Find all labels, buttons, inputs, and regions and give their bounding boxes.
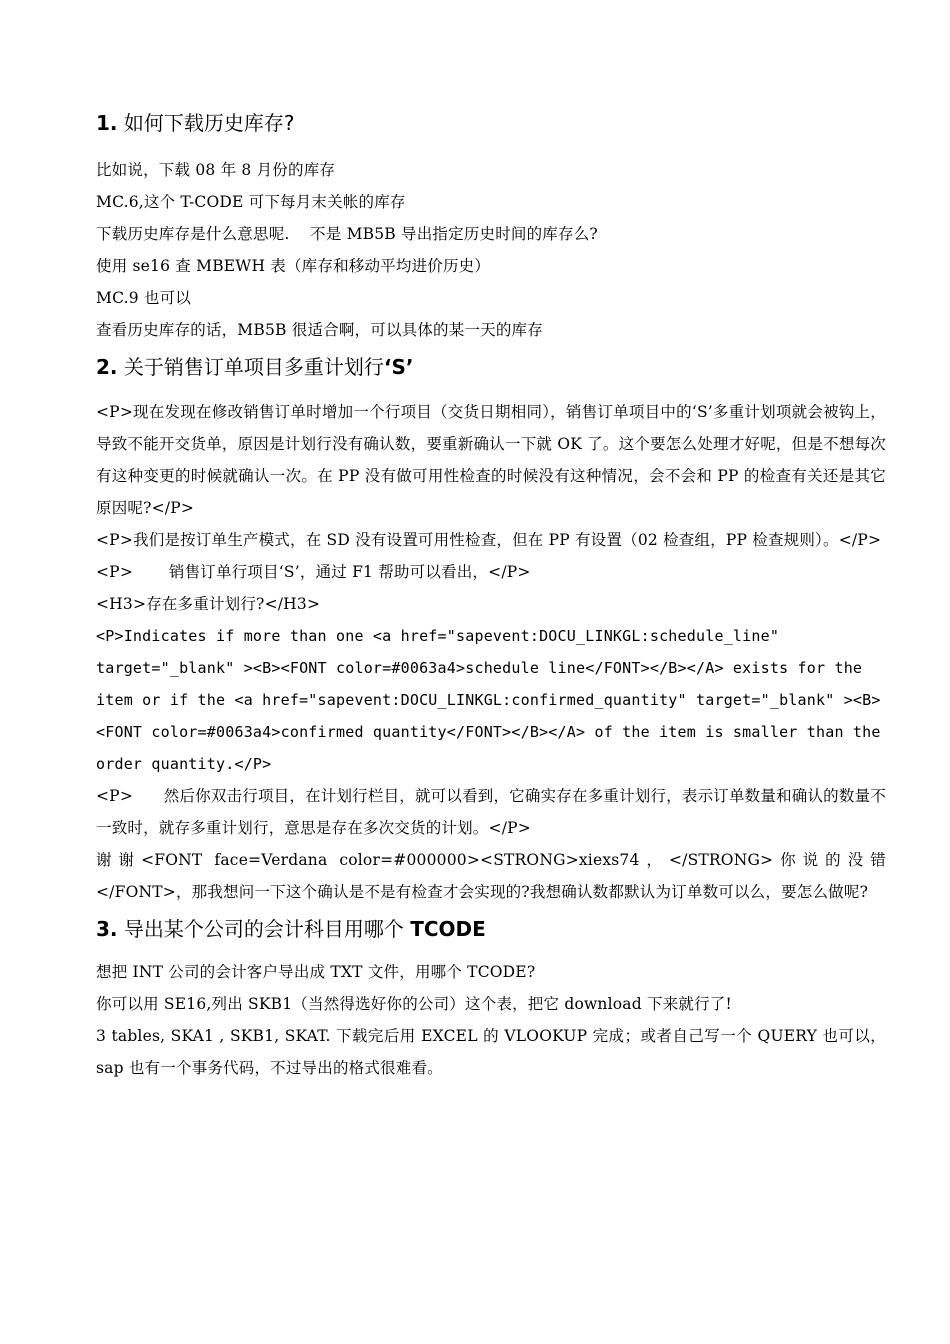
section-1-line-5: MC.9 也可以 [96, 289, 191, 307]
section-2-paragraph-5: <P>Indicates if more than one <a href="sapevent:DOCU_LINKGL:schedule_line" target="_blank" ><B><FONT color=#0063a4>schedule line</FONT></B></A> exists for the item or if the <a href="sapevent:DOCU_LINKGL:confirmed_quantity" target="_blank" ><B><FONT color=#0063a4>confirmed quantity</FONT></B></A> of the item is smaller than the order quantity.</P> [96, 627, 881, 773]
section-2-paragraph-1: <P>现在发现在修改销售订单时增加一个行项目（交货日期相同），销售订单项目中的‘S’多重计划项就会被钩上，导致不能开交货单，原因是计划行没有确认数，要重新确认一下就 OK 了。这个要怎么处理才好呢，但是不想每次有这种变更的时候就确认一次。在 PP 没有做可用性检查的时候没有这种情况，会不会和 PP 的检查有关还是其它原因呢?</P> [96, 403, 886, 517]
section-3-title: 导出某个公司的会计科目用哪个 [123, 917, 411, 941]
section-2-paragraph-7: 谢谢<FONT face=Verdana color=#000000><STRONG>xiexs74，</STRONG>你说的没错</FONT>，那我想问一下这个确认是不是有检查才会实现的?我想确认数都默认为订单数可以么，要怎么做呢? [96, 851, 886, 901]
section-2-title: 关于销售订单项目多重计划行 [123, 355, 384, 379]
section-2-number: 2. [96, 355, 118, 379]
section-2-title-tail: ‘S’ [383, 355, 414, 379]
section-1-heading [96, 108, 886, 138]
section-2-heading [96, 352, 886, 382]
document-page [96, 100, 886, 1084]
section-3-line-2: 你可以用 SE16,列出 SKB1（当然得选好你的公司）这个表，把它 download 下来就行了! [96, 995, 732, 1013]
section-1-line-1: 比如说，下载 08 年 8 月份的库存 [96, 161, 336, 179]
section-2-paragraph-4: <H3>存在多重计划行?</H3> [96, 595, 321, 613]
section-3-line-3: 3 tables, SKA1 , SKB1, SKAT. 下载完后用 EXCEL 的 VLOOKUP 完成；或者自己写一个 QUERY 也可以，sap 也有一个事务代码，不过导出的格式很难看。 [96, 1027, 886, 1077]
section-1-number: 1. [96, 111, 118, 135]
section-2-paragraph-2: <P>我们是按订单生产模式，在 SD 没有设置可用性检查，但在 PP 有设置（02 检查组，PP 检查规则）。</P> [96, 531, 882, 549]
section-2-paragraph-3: <P> 销售订单行项目‘S’，通过 F1 帮助可以看出，</P> [96, 563, 531, 581]
section-1-title: 如何下载历史库存? [123, 111, 295, 135]
section-1-line-6: 查看历史库存的话，MB5B 很适合啊，可以具体的某一天的库存 [96, 321, 543, 339]
section-3-heading [96, 914, 886, 944]
section-3-line-1: 想把 INT 公司的会计客户导出成 TXT 文件，用哪个 TCODE? [96, 963, 536, 981]
section-1-line-4: 使用 se16 查 MBEWH 表（库存和移动平均进价历史） [96, 257, 491, 275]
section-1-line-2: MC.6,这个 T-CODE 可下每月末关帐的库存 [96, 193, 406, 211]
section-2-paragraph-6: <P> 然后你双击行项目，在计划行栏目，就可以看到，它确实存在多重计划行，表示订单数量和确认的数量不一致时，就存多重计划行，意思是存在多次交货的计划。</P> [96, 787, 886, 837]
section-1-line-3: 下载历史库存是什么意思呢. 不是 MB5B 导出指定历史时间的库存么? [96, 225, 598, 243]
section-3-title-tail: TCODE [410, 917, 486, 941]
section-3-number: 3. [96, 917, 118, 941]
